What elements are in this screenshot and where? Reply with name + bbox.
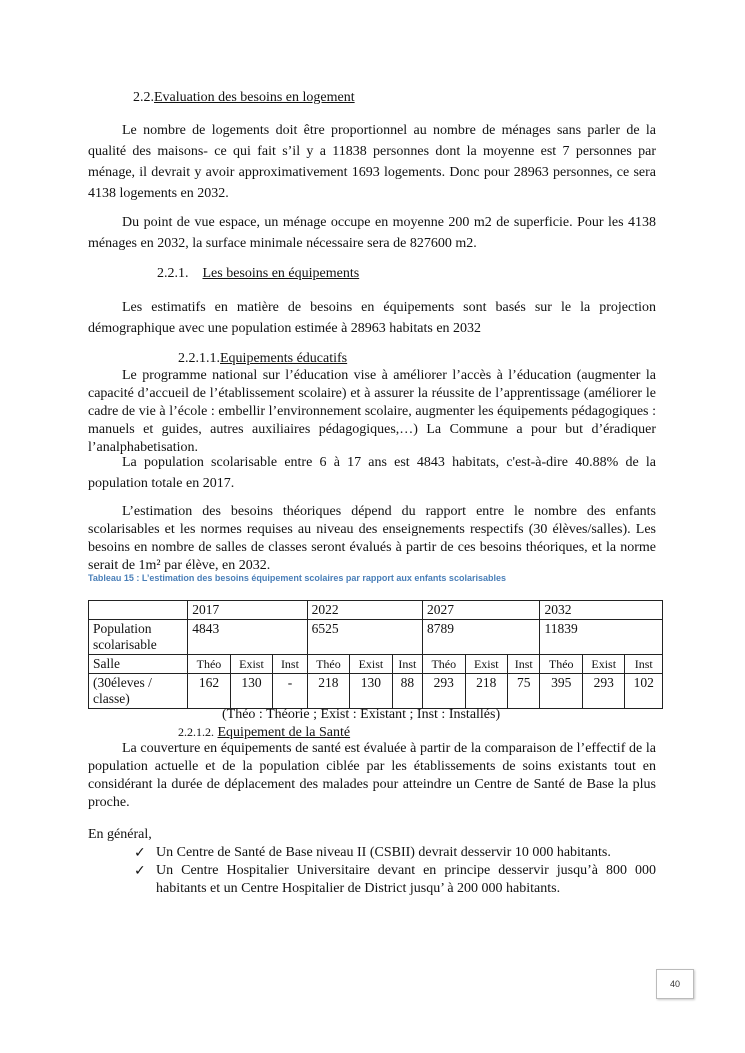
sub-header-theo: Théo [307,655,350,674]
table-header-row [89,601,663,620]
section-number: 2.2.1. [157,266,189,281]
bullet-item [134,862,656,898]
row-sublabel: (30éleves / classe) [89,674,188,709]
year-header: 2017 [188,601,307,620]
salle-cell: - [273,674,307,709]
sub-header-theo: Théo [423,655,466,674]
salle-cell: 130 [230,674,273,709]
salle-cell: 395 [540,674,583,709]
sub-header-inst: Inst [273,655,307,674]
section-title: Equipement de la Santé [217,725,351,740]
section-title: Les besoins en équipements [202,266,360,281]
bullet-text: Un Centre Hospitalier Universitaire devant en principe desservir jusqu’à 800 000 habitants et un Centre Hospitalier de District jusqu’ à 200 000 habitants. [156,863,656,896]
population-cell: 8789 [423,620,540,655]
population-cell: 6525 [307,620,422,655]
sub-header-theo: Théo [540,655,583,674]
sub-header-inst: Inst [508,655,540,674]
housing-paragraph-2: Du point de vue espace, un ménage occupe en moyenne 200 m2 de superficie. Pour les 4138 ménages en 2032, la surface minimale nécessaire sera de 827600 m2. [88,215,656,251]
row-label: Population scolarisable [89,620,188,655]
section-2-2-heading [133,89,355,106]
equipment-paragraph: Les estimatifs en matière de besoins en équipements sont basés sur le la projection démographique avec une population estimée à 28963 habitats en 2032 [88,300,656,336]
section-2-2-1-2-heading [178,724,350,741]
section-2-2-1-heading [157,265,359,282]
population-cell: 11839 [540,620,663,655]
year-header: 2022 [307,601,422,620]
salle-cell: 218 [465,674,508,709]
salle-cell: 162 [188,674,231,709]
health-paragraph: La couverture en équipements de santé est évaluée à partir de la comparaison de l’effectif de la population actuelle et de la population ciblée par les établissements de soins existants tout en considérant la durée de déplacement des malades pour atteindre un Centre de Santé de Base la plus proche. [88,741,656,810]
sub-header-theo: Théo [188,655,231,674]
bullet-item [134,844,656,862]
section-number: 2.2.1.2. [178,725,214,739]
education-paragraph-3: L’estimation des besoins théoriques dépend du rapport entre le nombre des enfants scolarisables et les normes requises au niveau des enseignements respectifs (30 élèves/salles). Les besoins en nombre de salles de classes seront évalués à partir de ces besoins théoriques, et la norme serait de 1m² par élève, en 2032. [88,504,656,573]
sub-header-exist: Exist [350,655,393,674]
sub-header-exist: Exist [230,655,273,674]
table-row-subheaders [89,655,663,674]
checkmark-icon: ✓ [134,863,146,879]
section-number: 2.2.1.1. [178,351,220,366]
sub-header-inst: Inst [392,655,422,674]
school-needs-table [88,600,663,709]
year-header: 2027 [423,601,540,620]
bullet-text: Un Centre de Santé de Base niveau II (CSBII) devrait desservir 10 000 habitants. [156,845,611,860]
section-title: Evaluation des besoins en logement [154,90,355,105]
sub-header-exist: Exist [582,655,625,674]
salle-cell: 75 [508,674,540,709]
salle-cell: 130 [350,674,393,709]
salle-cell: 218 [307,674,350,709]
year-header: 2032 [540,601,663,620]
table-corner-cell [89,601,188,620]
education-paragraph-1: Le programme national sur l’éducation vise à améliorer l’accès à l’éducation (augmenter la capacité d’accueil de l’établissement scolaire) et à assurer la réussite de l’apprentissage (améliorer le cadre de vie à l’école : embellir l’environnement scolaire, augmenter les équipements pédagogiques : manuels et guides, autres auxiliaires pédagogiques,…) La Commune a pour but d’éradiquer l’analphabetisation. [88,368,656,455]
salle-cell: 293 [423,674,466,709]
table-caption: Tableau 15 : L’estimation des besoins équipement scolaires par rapport aux enfants scolarisables [88,573,506,583]
section-2-2-1-1-heading [178,350,347,367]
table-row-salle-values [89,674,663,709]
table-row-population [89,620,663,655]
sub-header-exist: Exist [465,655,508,674]
salle-cell: 88 [392,674,422,709]
section-number: 2.2. [133,90,154,105]
sub-header-inst: Inst [625,655,663,674]
page-number: 40 [656,969,694,999]
education-paragraph-2: La population scolarisable entre 6 à 17 ans est 4843 habitats, c'est-à-dire 40.88% de la population totale en 2017. [88,455,656,491]
general-intro: En général, [88,827,152,842]
table-legend: (Théo : Théorie ; Exist : Existant ; Inst : Installés) [222,707,501,722]
housing-paragraph-1: Le nombre de logements doit être proportionnel au nombre de ménages sans parler de la qualité des maisons- ce qui fait s’il y a 11838 personnes dont la moyenne est 7 personnes par ménage, il devrait y avoir approximativement 1693 logements. Donc pour 28963 personnes, ce sera 4138 logements en 2032. [88,123,656,201]
row-label: Salle [89,655,188,674]
checkmark-icon: ✓ [134,845,146,861]
population-cell: 4843 [188,620,307,655]
salle-cell: 102 [625,674,663,709]
section-title: Equipements éducatifs [220,351,348,366]
salle-cell: 293 [582,674,625,709]
